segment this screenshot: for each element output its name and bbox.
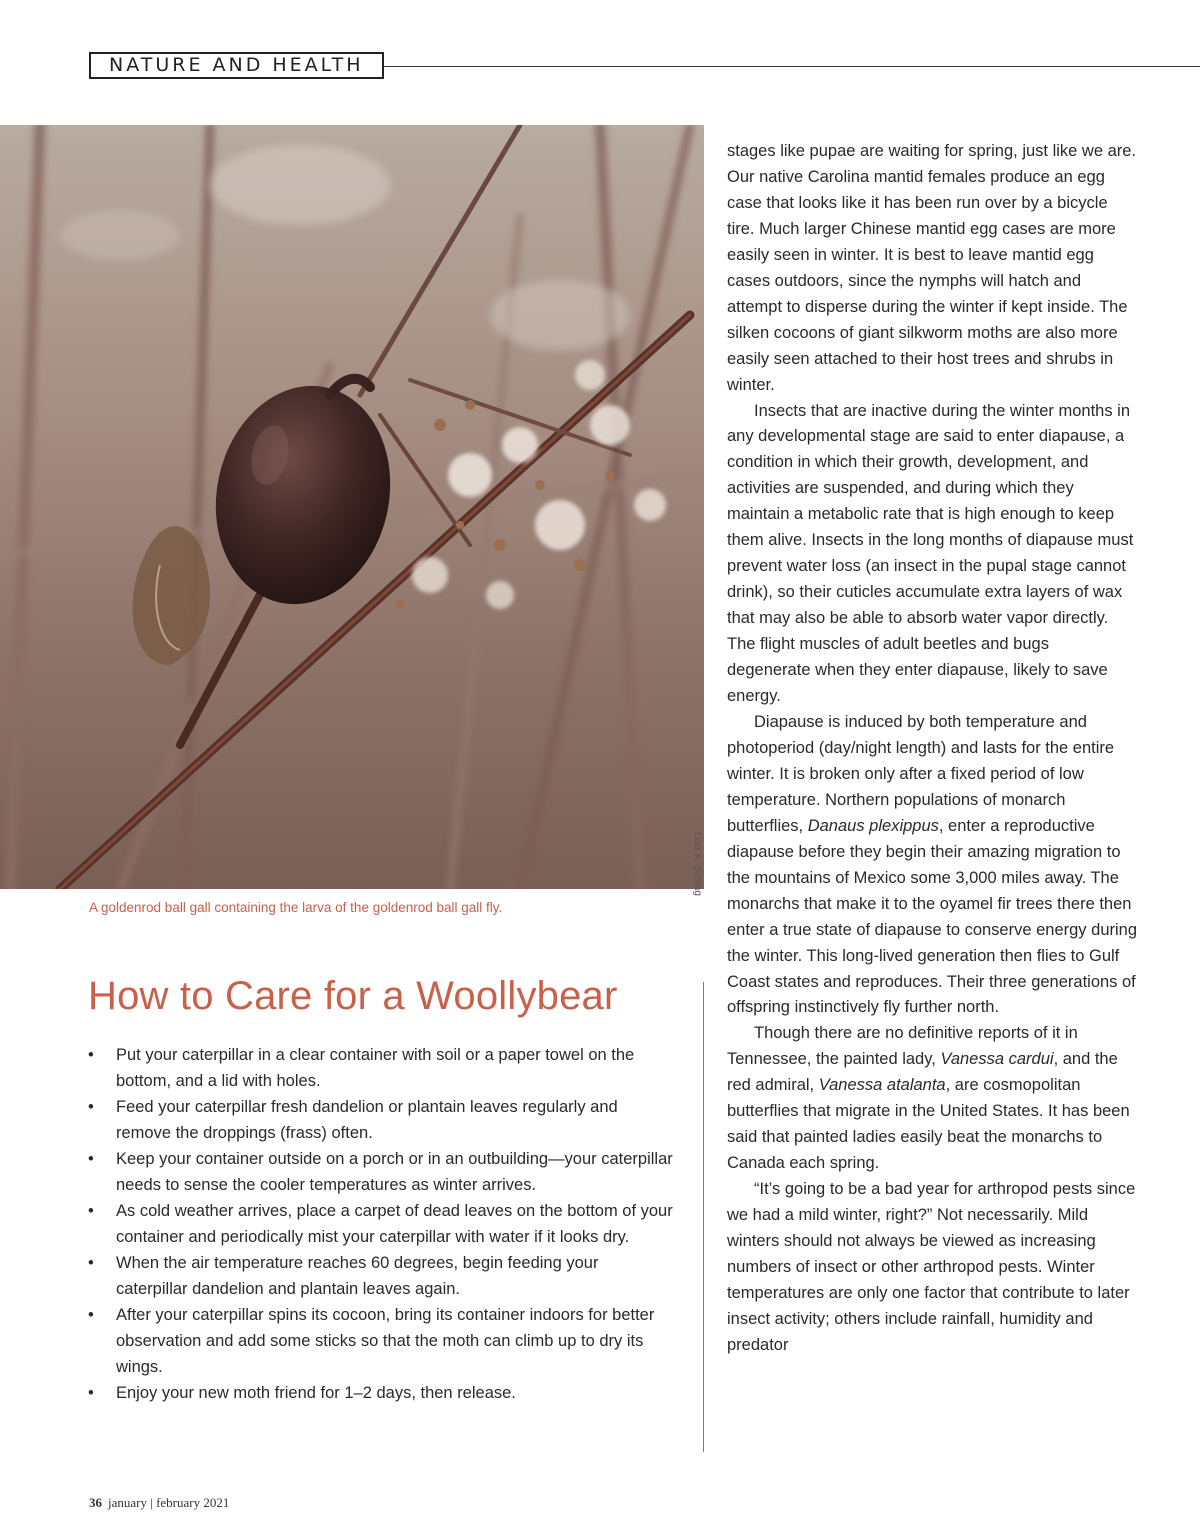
paragraph: Insects that are inactive during the winter months in any developmental stage are said to enter diapause, a condition in which their growth, development, and activities are suspended, and during which they maintain a metabolic rate that is high enough to keep them alive. Insects in the long months of diapause must prevent water loss (an insect in the pupal stage cannot drink), so their cuticles accumulate extra layers of wax that may also be able to absorb water vapor directly. The flight muscles of adult beetles and bugs degenerate when they enter diapause, likely to save energy.	[727, 401, 1134, 706]
header-rule	[384, 66, 1200, 67]
goldenrod-gall-photo	[0, 125, 704, 896]
paragraph	[727, 1021, 1137, 1177]
list-item: • Keep your container outside on a porch or in an outbuilding—your caterpillar needs to sense the cooler temperatures as winter arrives.	[88, 1146, 673, 1198]
issue-date: january | february 2021	[108, 1495, 230, 1510]
text-run: , and the red admiral,	[727, 1050, 1118, 1095]
paragraph	[727, 710, 1137, 1021]
species-name: Vanessa cardui	[940, 1050, 1054, 1069]
page-footer	[89, 1495, 229, 1511]
list-item: • When the air temperature reaches 60 degrees, begin feeding your caterpillar dandelion and plantain leaves again.	[88, 1250, 673, 1302]
list-item: • As cold weather arrives, place a carpet of dead leaves on the bottom of your container and periodically mist your caterpillar with water if it looks dry.	[88, 1198, 673, 1250]
species-name: Danaus plexippus	[807, 816, 939, 835]
list-item: • Feed your caterpillar fresh dandelion or plantain leaves regularly and remove the droppings (frass) often.	[88, 1094, 673, 1146]
photo-illustration	[0, 125, 704, 896]
page-number: 36	[89, 1495, 102, 1510]
species-name: Vanessa atalanta	[818, 1076, 946, 1095]
paragraph: stages like pupae are waiting for spring, just like we are. Our native Carolina mantid females produce an egg case that looks like it has been run over by a bicycle tire. Much larger Chinese mantid egg cases are more easily seen in winter. It is best to leave mantid egg cases outdoors, since the nymphs will hatch and attempt to disperse during the winter if kept inside. The silken cocoons of giant silkworm moths are also more easily seen attached to their host trees and shrubs in winter.	[727, 142, 1137, 394]
text-run: , enter a reproductive diapause before they begin their amazing migration to the mountains of Mexico some 3,000 miles away. The monarchs that make it to the oyamel fir trees there then enter a true state of diapause to conserve energy during the winter. This long-lived generation then flies to Gulf Coast states and reproduces. Their three generations of offspring instinctively fly further north.	[727, 816, 1138, 1017]
list-item: • After your caterpillar spins its cocoon, bring its container indoors for better observation and add some sticks so that the moth can climb up to dry its wings.	[88, 1302, 673, 1380]
text-run: Diapause is induced by both temperature and photoperiod (day/night length) and lasts for the entire winter. It is broken only after a fixed period of low temperature. Northern populations of monarch butterflies,	[727, 712, 1115, 835]
photo-credit: Lisa K. Schlag	[692, 832, 703, 896]
article-body	[727, 139, 1137, 1359]
sidebar-title: How to Care for a Woollybear	[88, 974, 618, 1018]
text-run: , are cosmopolitan butterflies that migrate in the United States. It has been said that painted ladies easily beat the monarchs to Canada each spring.	[727, 1076, 1130, 1173]
photo-caption: A goldenrod ball gall containing the larva of the goldenrod ball gall fly.	[89, 900, 503, 915]
list-item: • Enjoy your new moth friend for 1–2 days, then release.	[88, 1380, 673, 1406]
list-item: • Put your caterpillar in a clear container with soil or a paper towel on the bottom, and a lid with holes.	[88, 1042, 673, 1094]
sidebar-rule	[703, 982, 704, 1452]
text-run: Though there are no definitive reports of it in Tennessee, the painted lady,	[727, 1024, 1078, 1069]
paragraph: “It’s going to be a bad year for arthropod pests since we had a mild winter, right?” Not necessarily. Mild winters should not always be viewed as increasing numbers of insect or other arthropod pests. Winter temperatures are only one factor that contribute to later insect activity; others include rainfall, humidity and predator	[727, 1180, 1136, 1354]
care-instructions-list	[88, 1042, 673, 1406]
section-label: NATURE AND HEALTH	[89, 52, 384, 79]
